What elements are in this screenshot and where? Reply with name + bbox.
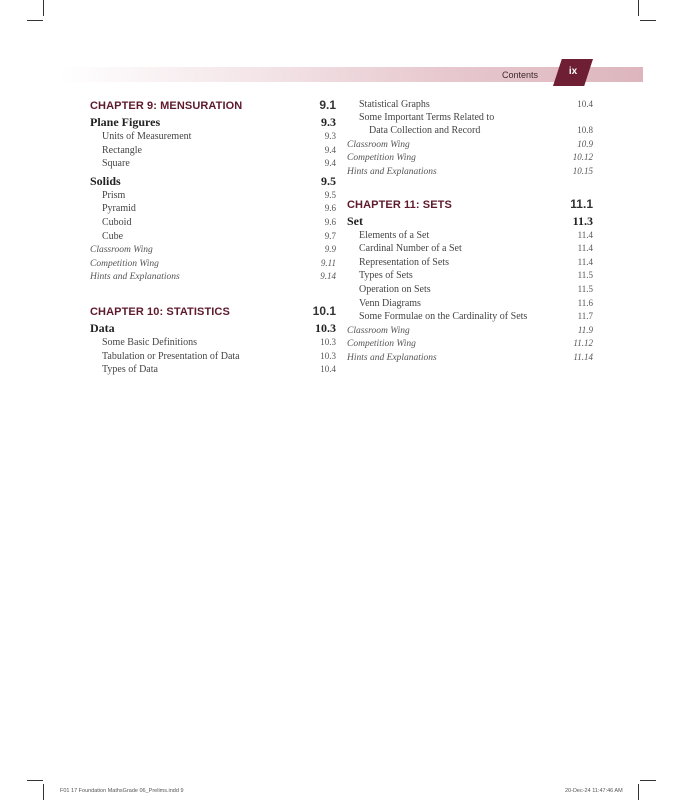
toc-label: Cardinal Number of a Set xyxy=(359,243,462,255)
toc-label: Square xyxy=(102,158,130,170)
toc-page-number: 11.4 xyxy=(577,229,593,240)
toc-label: Units of Measurement xyxy=(102,131,192,142)
toc-page-number: 11.5 xyxy=(577,270,593,281)
toc-page-number: 9.1 xyxy=(319,98,336,112)
toc-page-number: 11.4 xyxy=(577,243,593,254)
crop-mark-bottom-right xyxy=(638,784,639,800)
toc-page-number: 10.4 xyxy=(320,364,336,375)
toc-label: Competition Wing xyxy=(347,339,416,350)
toc-section-heading xyxy=(90,174,336,189)
toc-entry xyxy=(90,130,336,144)
crop-mark-bottom-left-h xyxy=(27,780,43,781)
toc-wing-entry xyxy=(90,257,336,271)
toc-page-number: 11.14 xyxy=(573,351,593,362)
contents-column-right xyxy=(347,98,593,365)
toc-page-number: 10.3 xyxy=(320,336,336,347)
toc-page-number: 9.5 xyxy=(324,189,336,200)
header-label: Contents xyxy=(501,70,539,80)
footer-timestamp: 20-Dec-24 11:47:46 AM xyxy=(565,788,623,794)
toc-entry xyxy=(347,297,593,311)
toc-label: Pyramid xyxy=(102,203,136,215)
contents-column-left xyxy=(90,98,336,377)
toc-label: Elements of a Set xyxy=(359,229,430,241)
toc-label: Data Collection and Record xyxy=(369,125,481,137)
toc-page-number: 11.9 xyxy=(577,324,593,335)
toc-wing-entry xyxy=(347,351,593,365)
toc-label: Rectangle xyxy=(102,144,142,156)
toc-chapter-heading xyxy=(90,304,336,318)
toc-label: Hints and Explanations xyxy=(90,272,180,283)
toc-label: Statistical Graphs xyxy=(359,99,430,110)
toc-label: Cuboid xyxy=(102,216,132,228)
toc-label: Prism xyxy=(102,189,126,201)
footer-file-info: F01 17 Foundation MathsGrade 06_Prelims.indd 9 xyxy=(60,788,184,794)
toc-entry xyxy=(90,363,336,377)
toc-entry xyxy=(90,189,336,203)
toc-label: Solids xyxy=(90,173,121,188)
toc-wing-entry xyxy=(347,337,593,351)
toc-label: Data xyxy=(90,320,115,335)
toc-label: Operation on Sets xyxy=(359,283,431,295)
crop-mark-bottom-right-h xyxy=(640,780,656,781)
toc-entry xyxy=(347,256,593,270)
toc-label: Tabulation or Presentation of Data xyxy=(102,350,240,362)
toc-entry xyxy=(347,310,593,324)
toc-page-number: 9.7 xyxy=(324,230,336,241)
toc-page-number: 9.11 xyxy=(320,257,336,268)
toc-page-number: 11.3 xyxy=(572,213,593,228)
crop-mark-top-right-h xyxy=(640,20,656,21)
toc-label: Representation of Sets xyxy=(359,256,449,268)
toc-page-number: 11.5 xyxy=(577,283,593,294)
toc-page-number: 11.6 xyxy=(577,297,593,308)
toc-wing-entry xyxy=(90,243,336,257)
toc-label: Hints and Explanations xyxy=(347,166,437,177)
toc-wing-entry xyxy=(347,138,593,152)
toc-label: Types of Data xyxy=(102,364,158,376)
crop-mark-top-left xyxy=(43,0,44,16)
toc-entry xyxy=(347,112,593,125)
toc-section-heading xyxy=(90,115,336,130)
toc-page-number: 10.12 xyxy=(572,152,593,163)
toc-label: Classroom Wing xyxy=(347,139,410,150)
toc-entry xyxy=(90,202,336,216)
toc-label: Classroom Wing xyxy=(347,325,410,336)
toc-label: Competition Wing xyxy=(90,258,159,269)
toc-entry xyxy=(90,350,336,364)
toc-entry xyxy=(90,157,336,171)
toc-wing-entry xyxy=(90,270,336,284)
toc-label: Venn Diagrams xyxy=(359,297,421,309)
toc-entry xyxy=(90,144,336,158)
toc-page-number: 9.9 xyxy=(324,244,336,255)
toc-entry xyxy=(90,216,336,230)
toc-entry-continued xyxy=(347,124,593,138)
toc-page-number: 10.8 xyxy=(577,125,593,136)
toc-page-number: 10.3 xyxy=(315,320,336,335)
crop-mark-top-left-h xyxy=(27,20,43,21)
toc-entry xyxy=(347,229,593,243)
toc-page-number: 11.4 xyxy=(577,256,593,267)
toc-entry xyxy=(90,336,336,350)
toc-page-number: 11.1 xyxy=(570,196,593,211)
toc-page-number: 9.6 xyxy=(324,216,336,227)
toc-page-number: 10.3 xyxy=(320,350,336,361)
toc-label: Cube xyxy=(102,230,124,242)
toc-section-heading xyxy=(347,214,593,229)
toc-page-number: 9.14 xyxy=(320,271,336,282)
toc-label: Plane Figures xyxy=(90,115,161,129)
toc-wing-entry xyxy=(347,165,593,179)
toc-label: CHAPTER 11: SETS xyxy=(347,198,452,211)
toc-label: Some Important Terms Related to xyxy=(359,111,495,123)
toc-page-number: 10.15 xyxy=(572,165,593,176)
toc-page-number: 9.6 xyxy=(324,203,336,214)
toc-page-number: 9.4 xyxy=(324,158,336,169)
toc-entry xyxy=(347,242,593,256)
toc-label: CHAPTER 9: MENSURATION xyxy=(90,100,243,112)
crop-mark-bottom-left xyxy=(43,784,44,800)
toc-label: Set xyxy=(347,213,363,228)
toc-label: Some Formulae on the Cardinality of Sets xyxy=(359,311,528,323)
toc-wing-entry xyxy=(347,151,593,165)
toc-entry xyxy=(347,283,593,297)
toc-entry xyxy=(347,98,593,112)
toc-label: Competition Wing xyxy=(347,153,416,164)
toc-wing-entry xyxy=(347,324,593,338)
toc-label: Classroom Wing xyxy=(90,245,153,256)
toc-page-number: 9.5 xyxy=(321,173,336,188)
toc-page-number: 10.1 xyxy=(312,303,336,318)
toc-page-number: 9.3 xyxy=(321,115,336,129)
toc-page-number: 10.4 xyxy=(577,99,593,109)
toc-chapter-heading xyxy=(90,98,336,112)
toc-page-number: 9.3 xyxy=(324,131,336,141)
toc-label: CHAPTER 10: STATISTICS xyxy=(90,305,230,318)
toc-page-number: 10.9 xyxy=(577,138,593,149)
toc-entry xyxy=(90,230,336,244)
toc-label: Types of Sets xyxy=(359,270,413,282)
toc-label: Hints and Explanations xyxy=(347,352,437,363)
toc-section-heading xyxy=(90,321,336,336)
toc-page-number: 11.7 xyxy=(577,311,593,322)
toc-entry xyxy=(347,269,593,283)
page-number: ix xyxy=(568,66,578,77)
toc-page-number: 9.4 xyxy=(324,144,336,155)
crop-mark-top-right xyxy=(638,0,639,16)
toc-page-number: 11.12 xyxy=(573,338,593,349)
toc-label: Some Basic Definitions xyxy=(102,336,197,348)
toc-chapter-heading xyxy=(347,197,593,211)
